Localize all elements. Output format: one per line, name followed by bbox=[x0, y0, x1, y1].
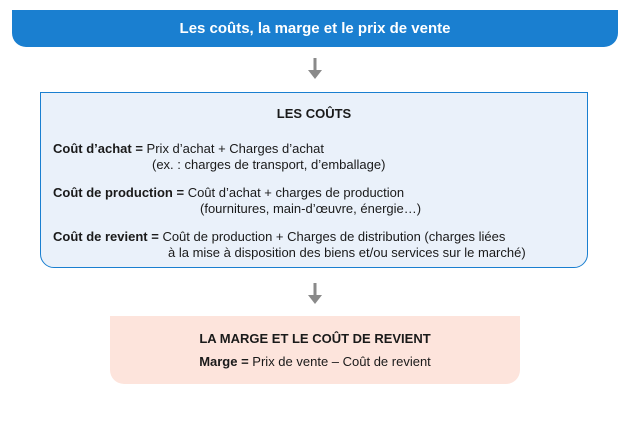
arrow-down-icon bbox=[307, 58, 323, 80]
margin-term: Marge = bbox=[199, 354, 249, 369]
margin-formula: Prix de vente – Coût de revient bbox=[248, 354, 431, 369]
production-cost-line bbox=[53, 185, 404, 200]
cost-price-detail: à la mise à disposition des biens et/ou services sur le marché) bbox=[168, 245, 526, 260]
purchase-cost-formula: Prix d’achat + Charges d’achat bbox=[142, 141, 324, 156]
costs-box bbox=[40, 92, 588, 268]
cost-price-term: Coût de revient = bbox=[53, 229, 159, 244]
purchase-cost-line bbox=[53, 141, 324, 156]
production-cost-term: Coût de production = bbox=[53, 185, 185, 200]
header-title: Les coûts, la marge et le prix de vente bbox=[179, 20, 451, 37]
cost-price-formula: Coût de production + Charges de distribution (charges liées bbox=[158, 229, 506, 244]
margin-box bbox=[110, 316, 520, 384]
header-banner bbox=[12, 10, 618, 47]
margin-title: LA MARGE ET LE COÛT DE REVIENT bbox=[199, 331, 431, 346]
arrow-down-icon bbox=[307, 283, 323, 305]
cost-price-line bbox=[53, 229, 505, 244]
purchase-cost-detail: (ex. : charges de transport, d’emballage) bbox=[152, 157, 386, 172]
purchase-cost-term: Coût d’achat = bbox=[53, 141, 143, 156]
production-cost-detail: (fournitures, main-d’œuvre, énergie…) bbox=[200, 201, 422, 216]
margin-formula-line bbox=[110, 354, 520, 369]
costs-title: LES COÛTS bbox=[276, 106, 352, 121]
production-cost-formula: Coût d’achat + charges de production bbox=[184, 185, 405, 200]
